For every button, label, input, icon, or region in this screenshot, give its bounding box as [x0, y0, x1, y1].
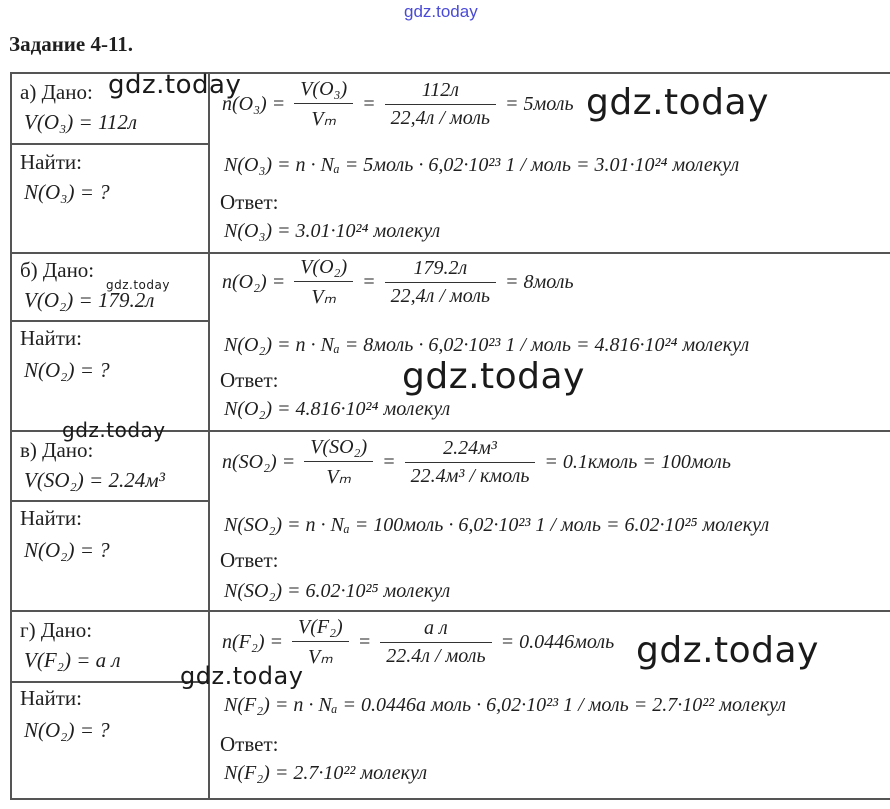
value-ratio: [380, 617, 491, 668]
find-value: N(O₃) = ?: [24, 180, 110, 204]
watermark: gdz.today: [586, 82, 769, 123]
fraction-numerator: 2.24м³: [405, 437, 536, 463]
given-label: б) Дано:: [20, 258, 95, 282]
given-label: в) Дано:: [20, 438, 94, 462]
moles-formula: [222, 78, 574, 131]
watermark: gdz.today: [108, 70, 242, 100]
find-label: Найти:: [20, 506, 82, 530]
fraction-numerator: V(F₂): [292, 616, 349, 642]
answer-value: N(SO₂) = 6.02·10²⁵ молекул: [224, 580, 451, 602]
volume-ratio: [294, 256, 353, 309]
site-header: gdz.today: [404, 2, 478, 21]
given-label: а) Дано:: [20, 80, 93, 104]
fraction-denominator: Vₘ: [311, 108, 337, 130]
fraction-numerator: V(O₂): [294, 256, 353, 282]
particle-formula: N(O₂) = n · Nₐ = 8моль · 6,02·10²³ 1 / моль = 4.816·10²⁴ молекул: [224, 334, 750, 356]
given-divider: [10, 500, 210, 502]
equals-sign: =: [382, 451, 396, 473]
column-divider: [208, 72, 210, 800]
fraction-denominator: Vₘ: [326, 466, 352, 488]
find-value: N(O₂) = ?: [24, 718, 110, 742]
moles-result: = 0.1кмоль = 100моль: [544, 451, 731, 473]
find-label: Найти:: [20, 150, 82, 174]
fraction-denominator: Vₘ: [311, 286, 337, 308]
watermark: gdz.today: [106, 278, 170, 292]
given-divider: [10, 320, 210, 322]
moles-formula: [222, 256, 574, 309]
table-border-left: [10, 72, 12, 800]
given-divider: [10, 143, 210, 145]
moles-lhs: n(O₃) =: [222, 93, 286, 115]
value-ratio: [385, 79, 496, 130]
moles-result: = 5моль: [505, 93, 574, 115]
answer-value: N(O₂) = 4.816·10²⁴ молекул: [224, 398, 451, 420]
answer-label: Ответ:: [220, 190, 279, 214]
particle-formula: N(F₂) = n · Nₐ = 0.0446a моль · 6,02·10²³ 1 / моль = 2.7·10²² молекул: [224, 694, 787, 716]
table-border-bottom: [10, 798, 890, 800]
find-value: N(O₂) = ?: [24, 538, 110, 562]
answer-value: N(F₂) = 2.7·10²² молекул: [224, 762, 428, 784]
value-ratio: [405, 437, 536, 488]
fraction-numerator: V(SO₂): [304, 436, 373, 462]
particle-formula: N(SO₂) = n · Nₐ = 100моль · 6,02·10²³ 1 / моль = 6.02·10²⁵ молекул: [224, 514, 770, 536]
watermark: gdz.today: [180, 662, 304, 690]
moles-lhs: n(O₂) =: [222, 271, 286, 293]
equals-sign: =: [357, 631, 372, 653]
moles-lhs: n(F₂) =: [222, 631, 283, 653]
fraction-denominator: 22,4л / моль: [390, 107, 491, 129]
volume-ratio: [304, 436, 373, 489]
given-value: V(O₂) = 179.2л: [24, 288, 155, 312]
answer-label: Ответ:: [220, 548, 279, 572]
given-value: V(SO₂) = 2.24м³: [24, 468, 165, 492]
given-value: V(F₂) = a л: [24, 648, 121, 672]
fraction-denominator: Vₘ: [308, 646, 333, 668]
find-label: Найти:: [20, 686, 82, 710]
table-divider: [10, 252, 890, 254]
moles-result: = 8моль: [505, 271, 574, 293]
moles-lhs: n(SO₂) =: [222, 451, 296, 473]
fraction-numerator: a л: [380, 617, 491, 643]
watermark: gdz.today: [402, 356, 585, 397]
find-label: Найти:: [20, 326, 82, 350]
task-title: Задание 4-11.: [9, 32, 134, 56]
fraction-denominator: 22.4л / моль: [386, 645, 486, 667]
value-ratio: [385, 257, 496, 308]
given-value: V(O₃) = 112л: [24, 110, 138, 134]
volume-ratio: [294, 78, 353, 131]
moles-result: = 0.0446моль: [500, 631, 615, 653]
answer-label: Ответ:: [220, 368, 279, 392]
answer-label: Ответ:: [220, 732, 279, 756]
fraction-denominator: 22,4л / моль: [390, 285, 491, 307]
watermark: gdz.today: [62, 418, 166, 442]
fraction-numerator: 112л: [385, 79, 496, 105]
fraction-numerator: 179.2л: [385, 257, 496, 283]
answer-value: N(O₃) = 3.01·10²⁴ молекул: [224, 220, 441, 242]
fraction-numerator: V(O₃): [294, 78, 353, 104]
watermark: gdz.today: [636, 630, 819, 671]
particle-formula: N(O₃) = n · Nₐ = 5моль · 6,02·10²³ 1 / моль = 3.01·10²⁴ молекул: [224, 154, 740, 176]
given-label: г) Дано:: [20, 618, 93, 642]
moles-formula: [222, 436, 731, 489]
equals-sign: =: [362, 271, 376, 293]
find-value: N(O₂) = ?: [24, 358, 110, 382]
equals-sign: =: [362, 93, 376, 115]
fraction-denominator: 22.4м³ / кмоль: [410, 465, 530, 487]
table-divider: [10, 610, 890, 612]
